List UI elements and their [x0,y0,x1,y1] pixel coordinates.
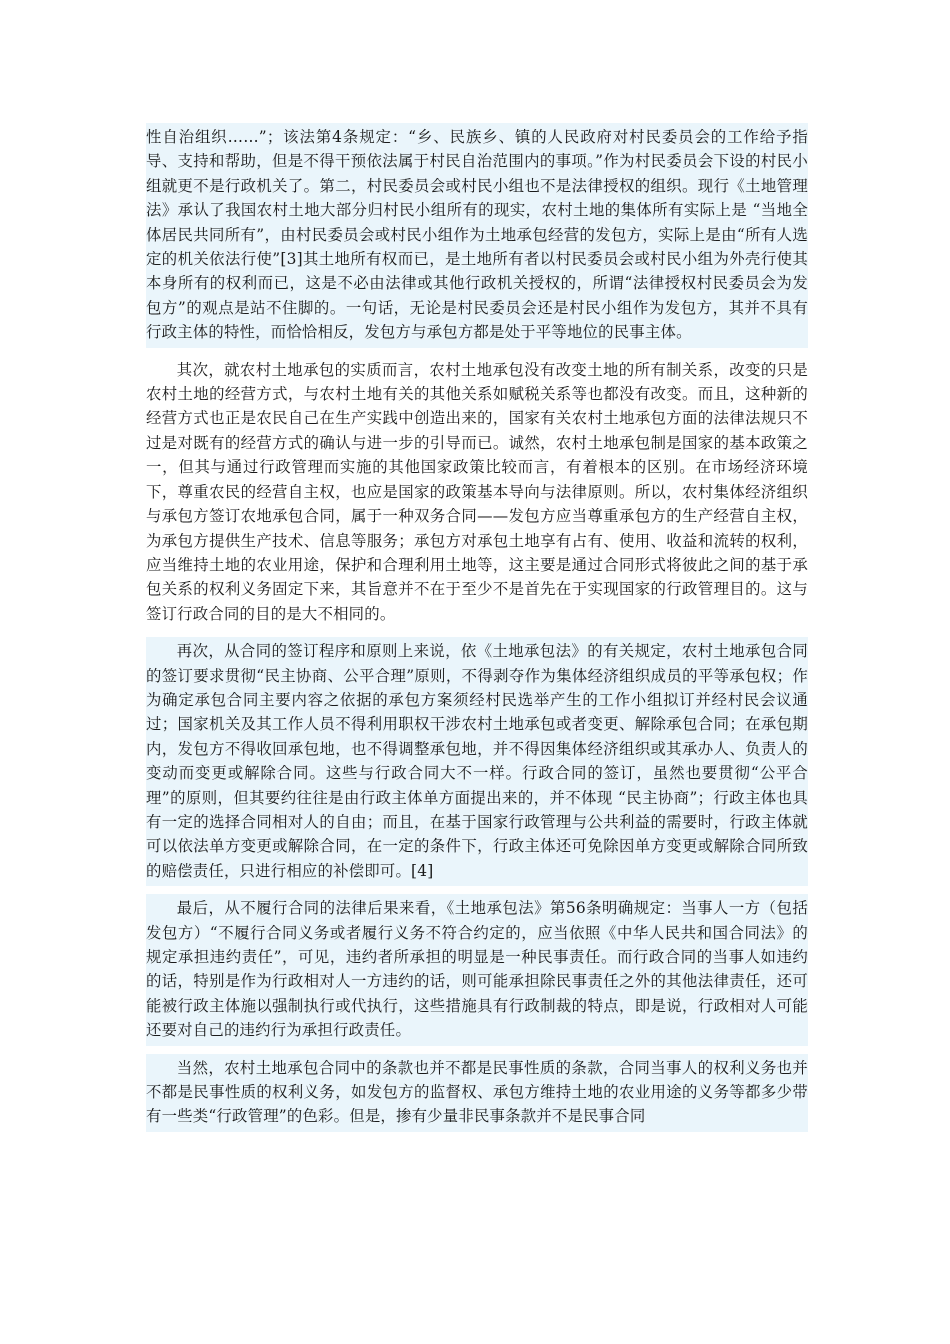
document-body [146,123,808,1140]
paragraph-4: 最后，从不履行合同的法律后果来看，《土地承包法》第56条明确规定：当事人一方（包括发包方）“不履行合同义务或者履行义务不符合约定的，应当依照《中华人民共和国合同法》的规定承担违约责任”，可见，违约者所承担的明显是一种民事责任。而行政合同的当事人如违约的话，特别是作为行政相对人一方违约的话，则可能承担除民事责任之外的其他法律责任，还可能被行政主体施以强制执行或代执行，这些措施具有行政制裁的特点，即是说，行政相对人可能还要对自己的违约行为承担行政责任。 [146,894,808,1045]
paragraph-2: 其次，就农村土地承包的实质而言，农村土地承包没有改变土地的所有制关系，改变的只是农村土地的经营方式，与农村土地有关的其他关系如赋税关系等也都没有改变。而且，这种新的经营方式也正是农民自己在生产实践中创造出来的，国家有关农村土地承包方面的法律法规只不过是对既有的经营方式的确认与进一步的引导而已。诚然，农村土地承包制是国家的基本政策之一，但其与通过行政管理而实施的其他国家政策比较而言，有着根本的区别。在市场经济环境下，尊重农民的经营自主权，也应是国家的政策基本导向与法律原则。所以，农村集体经济组织与承包方签订农地承包合同，属于一种双务合同——发包方应当尊重承包方的生产经营自主权，为承包方提供生产技术、信息等服务；承包方对承包土地享有占有、使用、收益和流转的权利，应当维持土地的农业用途，保护和合理利用土地等，这主要是通过合同形式将彼此之间的基于承包关系的权利义务固定下来，其旨意并不在于至少不是首先在于实现国家的行政管理目的。这与签订行政合同的目的是大不相同的。 [146,360,808,623]
paragraph-3: 再次，从合同的签订程序和原则上来说，依《土地承包法》的有关规定，农村土地承包合同的签订要求贯彻“民主协商、公平合理”原则，不得剥夺作为集体经济组织成员的平等承包权；作为确定承包合同主要内容之依据的承包方案须经村民选举产生的工作小组拟订并经村民会议通过；国家机关及其工作人员不得利用职权干涉农村土地承包或者变更、解除承包合同；在承包期内，发包方不得收回承包地，也不得调整承包地，并不得因集体经济组织或其承办人、负责人的变动而变更或解除合同。这些与行政合同大不一样。行政合同的签订，虽然也要贯彻“公平合理”的原则，但其要约往往是由行政主体单方面提出来的，并不体现 “民主协商”；行政主体也具有一定的选择合同相对人的自由；而且，在基于国家行政管理与公共利益的需要时，行政主体就可以依法单方变更或解除合同，在一定的条件下，行政主体还可免除因单方变更或解除合同所致的赔偿责任，只进行相应的补偿即可。[4] [146,637,808,886]
paragraph-1: 性自治组织……”；该法第4条规定：“乡、民族乡、镇的人民政府对村民委员会的工作给予指导、支持和帮助，但是不得干预依法属于村民自治范围内的事项。”作为村民委员会下设的村民小组就更不是行政机关了。第二，村民委员会或村民小组也不是法律授权的组织。现行《土地管理法》承认了我国农村土地大部分归村民小组所有的现实，农村土地的集体所有实际上是 “当地全体居民共同所有”，由村民委员会或村民小组作为土地承包经营的发包方，实际上是由“所有人选定的机关依法行使”[3]其土地所有权而已，是土地所有者以村民委员会或村民小组为外壳行使其本身所有的权利而已，这是不必由法律或其他行政机关授权的，所谓“法律授权村民委员会为发包方”的观点是站不住脚的。一句话，无论是村民委员会还是村民小组作为发包方，其并不具有行政主体的特性，而恰恰相反，发包方与承包方都是处于平等地位的民事主体。 [146,123,808,348]
paragraph-5: 当然，农村土地承包合同中的条款也并不都是民事性质的条款，合同当事人的权利义务也并不都是民事性质的权利义务，如发包方的监督权、承包方维持土地的农业用途的义务等都多少带有一些类“行政管理”的色彩。但是，掺有少量非民事条款并不是民事合同 [146,1054,808,1132]
